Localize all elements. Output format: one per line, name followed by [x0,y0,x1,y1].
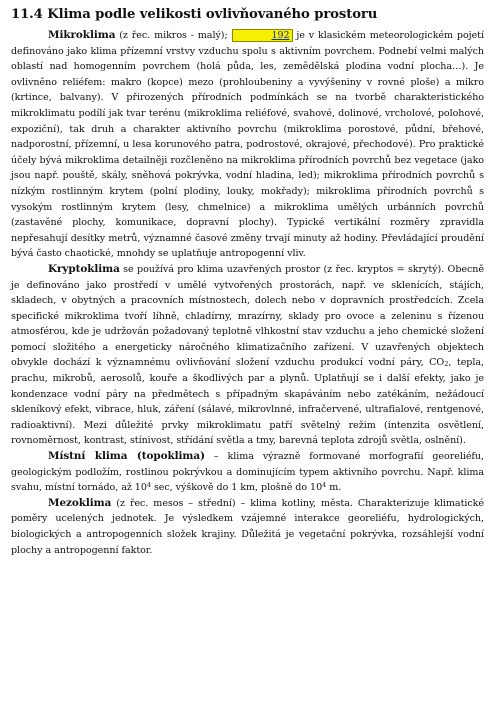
co2-subscript: 2 [444,360,449,369]
document-page [11,6,484,558]
paragraph-mezoklima [11,496,484,558]
mistni-text-c: m. [326,482,342,494]
kryptoklima-text-a: se používá pro klima uzavřených prostor (z řec. kryptos = skrytý). Obecně je definováno jako prostředí v umělé vytvořených prostorách, např. ve sklenících, stájích, skladech, v obytných a pracovních místnostech, dolech nebo v dopravních prostředcích. Zcela specifické mikroklima tvoří líhně, chladírny, mrazírny, sklady pro ovoce a zeleninu s řízenou atmosférou, kde je udržován požadovaný teplotně vlhkostní stav vzduchu a jeho chemické složení pomocí složitého a energeticky náročného klimatizačního zařízení. V uzavřených objektech obvykle dochází k významnému ovlivňování složení vzduchu produkcí vodní páry, CO [11,263,484,369]
kryptoklima-text-b: , tepla, prachu, mikrobů, aerosolů, kouře a škodlivých par a plynů. Uplatňují se i další efekty, jako je kondenzace vodní páry na předmětech s případným skapáváním nebo zatékáním, nežádoucí skleníkový efekt, vibrace, hluk, záření (sálavé, mikrovlnné, infračervené, ultrafialové, rentgenové, radioaktivní). Mezi důležité prvky mikroklimatu patří světelný režim (intenzita osvětlení, rovnoměrnost, kontrast, stínivost, střídání světla a tmy, barevná teplota zdrojů světla, oslnění). [11,357,484,447]
mistni-text-a: – klima výrazně formované morfografií georeliéfu, geologickým podložím, rostlinou pokrývkou a dominujícím typem aktivního povrchu. Např. klima svahu, místní tornádo, až 10 [11,451,484,494]
mistni-text-b: sec, výškově do 1 km, plošně do 10 [150,482,323,494]
mezoklima-text: (z řec. mesos – střední) – klima kotliny, města. Charakterizuje klimatické poměry ucelených jednotek. Je výsledkem vzájemné interakce georeliéfu, hydrologických, biologických a antropogenních složek krajiny. Důležitá je vegetační pokrývka, rozsáhlejší vodní plochy a antropogenní faktor. [11,497,484,556]
paragraph-mikroklima [11,28,484,262]
section-heading: 11.4 Klima podle velikosti ovlivňovaného prostoru [11,7,378,22]
paragraph-mistni-klima [11,449,484,496]
paragraph-kryptoklima [11,262,484,449]
term-mistni-klima: Místní klima (topoklima) [48,450,205,463]
footnote-link[interactable]: 192 [232,29,293,42]
mikroklima-text-b: je v klasickém meteorologickém pojetí definováno jako klima přízemní vrstvy vzduchu spolu s aktivním povrchem. Podnebí velmi malých oblastí nad homogenním povrchem (holá půda, les, zemědělská plodina vodní plocha…). Je ovlivněno reliéfem: makro (kopce) mezo (prohloubeniny a vyvýšeniny v rovné ploše) a mikro (krtince, balvany). V přirozených přírodních podmínkách se na tvorbě charakteristického mikroklimatu podílí jak tvar terénu (mikroklima reliéfové, svahové, dolinové, vrcholové, polohové, expoziční), tak druh a charakter aktivního povrchu (mikroklima porostové, půdní, břehové, nadporostní, přízemní, u lesa korunového patra, podrostové, okrajové, přechodové). Pro praktické účely bývá mikroklima detailněji rozčleněno na mikroklima přírodních povrchů bez vegetace (jako jsou např. pouště, skály, sněhová pokrývka, vodní hladina, led); mikroklima přírodních povrchů s nízkým rostlinným krytem (polní plodiny, louky, mokřady); mikroklima přírodních povrchů s vysokým rostlinným krytem (lesy, chmelnice) a mikroklima umělých urbánních povrchů (zastavěné plochy, komunikace, dopravní plochy). Typické vertikální rozměry zpravidla nepřesahují desítky metrů, významné časové změny trvají minuty až hodiny. Převládající proudění bývá často chaotické, mnohdy se uplatňuje antropogenní vliv. [11,30,484,260]
term-mezoklima: Mezoklima [48,496,112,509]
exponent-1: 4 [146,481,151,490]
exponent-2: 4 [322,481,327,490]
term-mikroklima: Mikroklima [48,29,116,41]
mikroklima-text-a: (z řec. mikros - malý); [115,30,232,41]
term-kryptoklima: Kryptoklima [48,262,120,275]
